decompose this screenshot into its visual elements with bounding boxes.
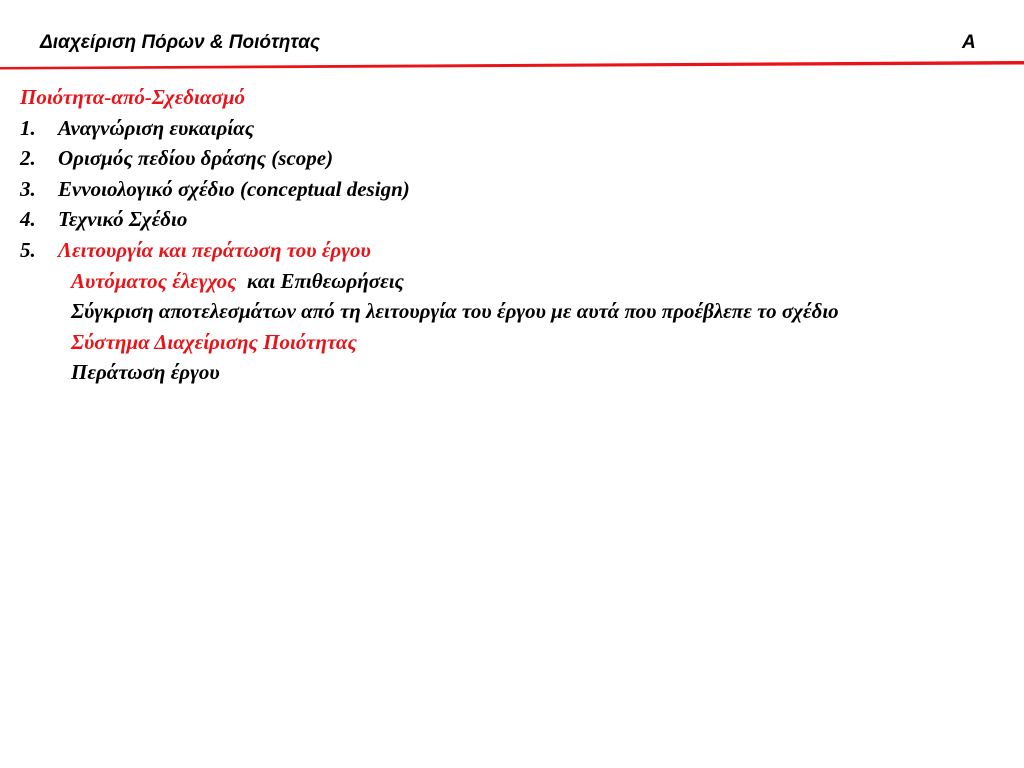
list-number: 2. — [20, 146, 36, 171]
list-item-2 — [20, 143, 1020, 174]
list-item-3 — [20, 174, 1020, 205]
list-number: 3. — [20, 176, 36, 201]
list-item-1 — [20, 113, 1020, 144]
subitem-completion: Περάτωση έργου — [71, 360, 220, 385]
list-number: 5. — [20, 237, 36, 262]
list-text: Τεχνικό Σχέδιο — [58, 207, 188, 232]
subitem-qms: Σύστημα Διαχείρισης Ποιότητας — [71, 329, 357, 354]
list-number: 4. — [20, 207, 36, 232]
slide-code: A — [962, 32, 976, 53]
subitem-auto-check — [20, 266, 1020, 297]
list-text: Λειτουργία και περάτωση του έργου — [58, 237, 371, 262]
list-text: Ορισμός πεδίου δράσης (scope) — [58, 146, 334, 171]
slide-header — [0, 0, 1024, 68]
header-rule — [0, 60, 1024, 72]
slide-body — [20, 82, 1020, 388]
section-heading: Ποιότητα-από-Σχεδιασμό — [20, 85, 246, 109]
list-number: 1. — [20, 115, 36, 140]
header-rule-stroke — [0, 61, 1024, 70]
list-item-5 — [20, 235, 1020, 266]
list-text: Εννοιολογικό σχέδιο (conceptual design) — [58, 176, 410, 201]
slide-title: Διαχείριση Πόρων & Ποιότητας — [40, 32, 321, 53]
list-text: Αναγνώριση ευκαιρίας — [58, 115, 255, 140]
list-item-4 — [20, 204, 1020, 235]
subitem-auto-check-red: Αυτόματος έλεγχος — [71, 268, 237, 293]
subitem-auto-check-rest: και Επιθεωρήσεις — [247, 268, 404, 293]
subitem-comparison: Σύγκριση αποτελεσμάτων από τη λειτουργία του έργου με αυτά που προέβλεπε το σχέδιο — [71, 299, 839, 324]
